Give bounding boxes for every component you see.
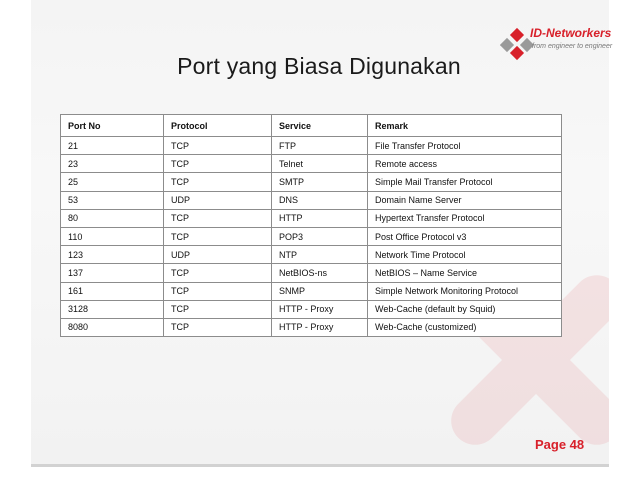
cell-protocol: TCP [164, 209, 272, 227]
cell-protocol: TCP [164, 318, 272, 336]
table-row [61, 155, 562, 173]
cell-remark: Post Office Protocol v3 [368, 227, 562, 245]
cell-remark: NetBIOS – Name Service [368, 264, 562, 282]
column-header-protocol: Protocol [164, 115, 272, 137]
column-header-port-no: Port No [61, 115, 164, 137]
logo-brand-text: ID-Networkers [530, 26, 612, 40]
cell-port-no: 161 [61, 282, 164, 300]
cell-remark: Simple Network Monitoring Protocol [368, 282, 562, 300]
table-row [61, 209, 562, 227]
cell-service: SMTP [272, 173, 368, 191]
table-row [61, 191, 562, 209]
slide-bottom-rule [31, 464, 609, 467]
cell-service: HTTP - Proxy [272, 300, 368, 318]
cell-port-no: 110 [61, 227, 164, 245]
cell-remark: Web-Cache (customized) [368, 318, 562, 336]
cell-remark: Simple Mail Transfer Protocol [368, 173, 562, 191]
cell-port-no: 80 [61, 209, 164, 227]
cell-protocol: TCP [164, 155, 272, 173]
column-header-service: Service [272, 115, 368, 137]
table-row [61, 318, 562, 336]
cell-port-no: 137 [61, 264, 164, 282]
cell-service: POP3 [272, 227, 368, 245]
cell-service: SNMP [272, 282, 368, 300]
cell-remark: Web-Cache (default by Squid) [368, 300, 562, 318]
cell-protocol: UDP [164, 246, 272, 264]
table-row [61, 300, 562, 318]
cell-remark: File Transfer Protocol [368, 137, 562, 155]
cell-protocol: TCP [164, 282, 272, 300]
table-row [61, 246, 562, 264]
cell-port-no: 21 [61, 137, 164, 155]
table-row [61, 264, 562, 282]
cell-port-no: 23 [61, 155, 164, 173]
table-row [61, 173, 562, 191]
cell-protocol: UDP [164, 191, 272, 209]
cell-port-no: 53 [61, 191, 164, 209]
table-row [61, 137, 562, 155]
port-table [60, 114, 562, 337]
cell-remark: Remote access [368, 155, 562, 173]
cell-remark: Domain Name Server [368, 191, 562, 209]
cell-port-no: 3128 [61, 300, 164, 318]
table-row [61, 227, 562, 245]
cell-service: HTTP - Proxy [272, 318, 368, 336]
cell-service: FTP [272, 137, 368, 155]
cell-protocol: TCP [164, 227, 272, 245]
cell-service: Telnet [272, 155, 368, 173]
cell-protocol: TCP [164, 300, 272, 318]
cell-service: NetBIOS-ns [272, 264, 368, 282]
table-header-row [61, 115, 562, 137]
cell-remark: Network Time Protocol [368, 246, 562, 264]
cell-protocol: TCP [164, 173, 272, 191]
table-row [61, 282, 562, 300]
logo-tagline-text: from engineer to engineer [532, 43, 613, 50]
cell-service: NTP [272, 246, 368, 264]
cell-remark: Hypertext Transfer Protocol [368, 209, 562, 227]
page-number: Page 48 [535, 437, 585, 452]
page-title: Port yang Biasa Digunakan [177, 53, 461, 79]
column-header-remark: Remark [368, 115, 562, 137]
cell-port-no: 123 [61, 246, 164, 264]
cell-protocol: TCP [164, 137, 272, 155]
cell-port-no: 8080 [61, 318, 164, 336]
cell-service: DNS [272, 191, 368, 209]
cell-protocol: TCP [164, 264, 272, 282]
cell-service: HTTP [272, 209, 368, 227]
cell-port-no: 25 [61, 173, 164, 191]
